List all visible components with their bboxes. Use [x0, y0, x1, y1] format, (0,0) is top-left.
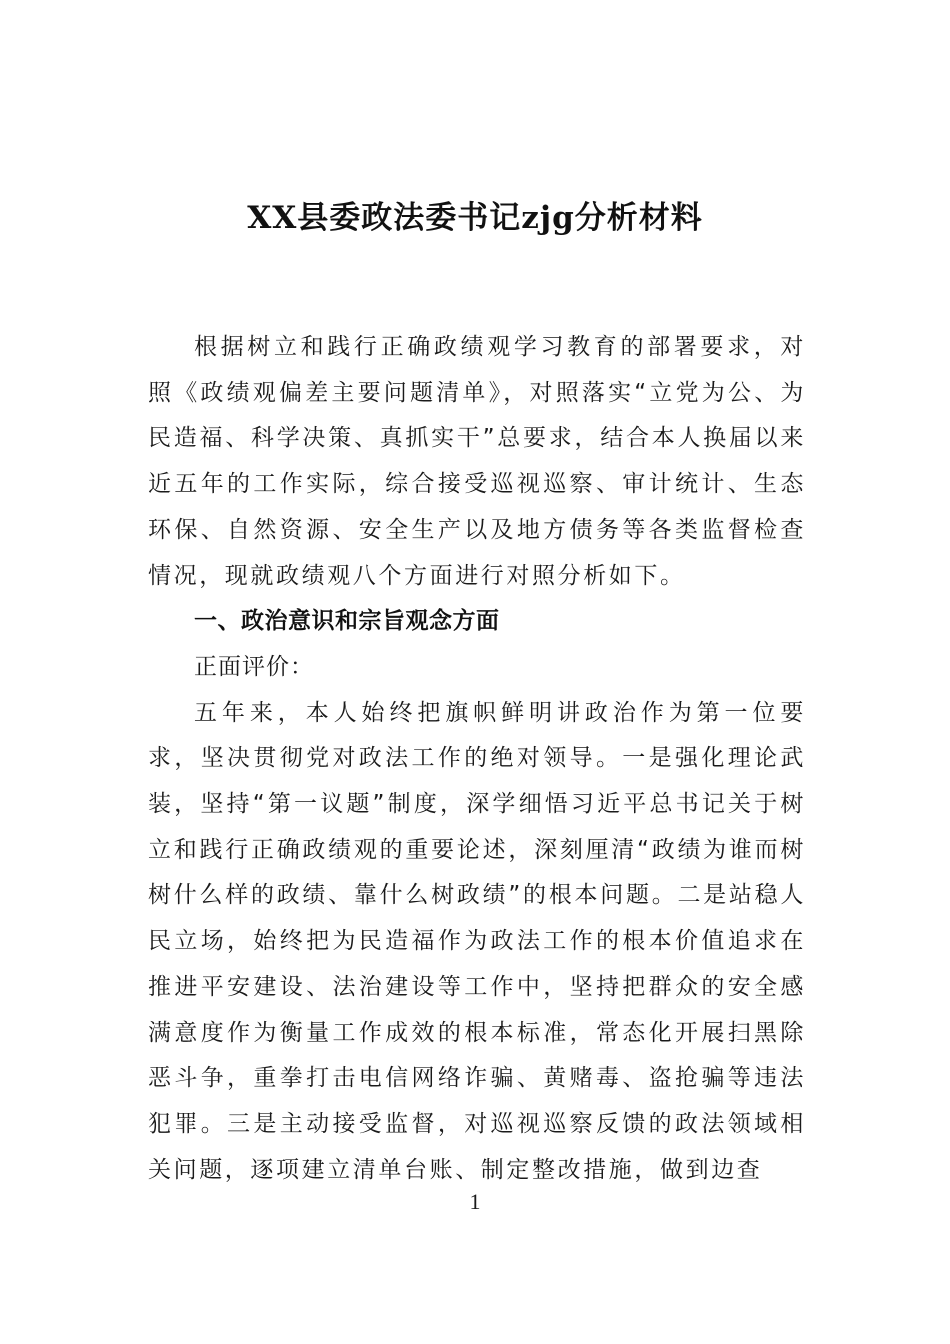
- page-number: 1: [469, 1189, 481, 1214]
- document-body: [148, 325, 806, 1193]
- positive-evaluation-label: 正面评价：: [194, 653, 314, 680]
- document-title: XX县委政法委书记zjg分析材料: [247, 200, 703, 236]
- intro-paragraph: 根据树立和践行正确政绩观学习教育的部署要求，对照《政绩观偏差主要问题清单》，对照落实“立党为公、为民造福、科学决策、真抓实干”总要求，结合本人换届以来近五年的工作实际，综合接受巡视巡察、审计统计、生态环保、自然资源、安全生产以及地方债务等各类监督检查情况，现就政绩观八个方面进行对照分析如下。: [148, 334, 806, 589]
- section-heading-1: 一、政治意识和宗旨观念方面: [194, 608, 500, 635]
- evaluation-paragraph: 五年来，本人始终把旗帜鲜明讲政治作为第一位要求，坚决贯彻党对政法工作的绝对领导。一是强化理论武装，坚持“第一议题”制度，深学细悟习近平总书记关于树立和践行正确政绩观的重要论述，深刻厘清“政绩为谁而树树什么样的政绩、靠什么树政绩”的根本问题。二是站稳人民立场，始终把为民造福作为政法工作的根本价值追求在推进平安建设、法治建设等工作中，坚持把群众的安全感满意度作为衡量工作成效的根本标准，常态化开展扫黑除恶斗争，重拳打击电信网络诈骗、黄赌毒、盗抢骗等违法犯罪。三是主动接受监督，对巡视巡察反馈的政法领域相关问题，逐项建立清单台账、制定整改措施，做到边查: [148, 699, 806, 1183]
